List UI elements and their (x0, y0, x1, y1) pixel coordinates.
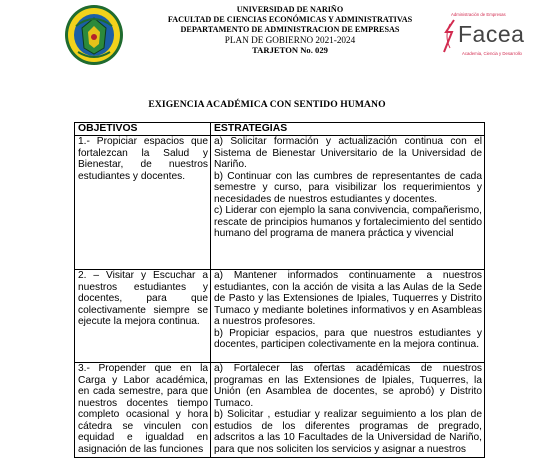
strategy-item: a) Mantener informados continuamente a nuestros estudiantes, con la acción de visita a las Aulas de la Sede de Pasto y las Extensiones de Ipiales, Tuquerres y Distrito Tumaco y mediante boletines informativos y en Asambleas a nuestros profesores. (214, 270, 482, 327)
objectives-header: OBJETIVOS (75, 123, 211, 136)
strategies-cell (211, 363, 485, 458)
facea-logo (440, 10, 530, 66)
objective-cell: 1.- Propiciar espacios que fortalezcan la Salud y Bienestar, de nuestros estudiantes y docentes. (75, 136, 211, 270)
strategy-item: b) Continuar con las cumbres de representantes de cada semestre y curso, para visibilizar los requerimientos y necesidades de nuestros estudiantes y docentes. (214, 170, 482, 205)
table-row (75, 363, 485, 458)
faculty-name: FACULTAD DE CIENCIAS ECONÓMICAS Y ADMINISTRATIVAS (167, 15, 413, 24)
university-seal-logo (64, 4, 124, 66)
objective-cell: 3.- Propender que en la Carga y Labor académica, en cada semestre, para que nuestros docentes tiempo completo ocasional y hora cátedra se vinculen con equidad e igualdad en asignación de las funciones (75, 363, 211, 458)
facea-wordmark: Facea (458, 21, 525, 47)
facea-top-text: Administración de Empresas (451, 12, 506, 17)
university-name: UNIVERSIDAD DE NARIÑO (236, 5, 344, 14)
strategies-header: ESTRATEGIAS (211, 123, 485, 136)
facea-subtitle: Academia, Ciencia y Desarrollo (462, 51, 522, 56)
strategies-cell (211, 136, 485, 270)
strategy-item: a) Solicitar formación y actualización continua con el Sistema de Bienestar Universitario de la Universidad de Nariño. (214, 136, 482, 170)
strategy-item: b) Solicitar , estudiar y realizar seguimiento a los plan de estudios de los diferentes programas de pregrado, adscritos a las 10 Facultades de la Universidad de Nariño, para que nos soliciten los servicios y asignar a nuestros (214, 409, 482, 455)
strategies-table (74, 122, 485, 458)
table-header-row (75, 123, 485, 136)
table-row (75, 136, 485, 270)
strategy-item: a) Fortalecer las ofertas académicas de nuestros programas en las Extensiones de Ipiales, Tuquerres, la Unión (en Asamblea de docentes, se aprobó) y Distrito Tumaco. (214, 363, 482, 409)
facea-mark-icon (440, 18, 460, 54)
tarjeton-number: TARJETON No. 029 (252, 46, 328, 53)
document-header (150, 5, 430, 53)
strategy-item: b) Propiciar espacios, para que nuestros estudiantes y docentes, participen colectivamente en la mejora continua. (214, 327, 482, 350)
strategy-item: c) Liderar con ejemplo la sana convivencia, compañerismo, rescate de principios humanos y fortalecimiento del sentido humano del programa de manera práctica y vivencial (214, 205, 482, 239)
department-name: DEPARTAMENTO DE ADMINISTRACION DE EMPRESAS (180, 25, 400, 34)
table-row (75, 270, 485, 363)
plan-name: PLAN DE GOBIERNO 2021-2024 (224, 35, 356, 45)
document-title: EXIGENCIA ACADÉMICA CON SENTIDO HUMANO (148, 99, 386, 110)
strategies-cell (211, 270, 485, 363)
objective-cell: 2. – Visitar y Escuchar a nuestros estudiantes y docentes, para que colectivamente siempre se ejecute la mejora continua. (75, 270, 211, 363)
